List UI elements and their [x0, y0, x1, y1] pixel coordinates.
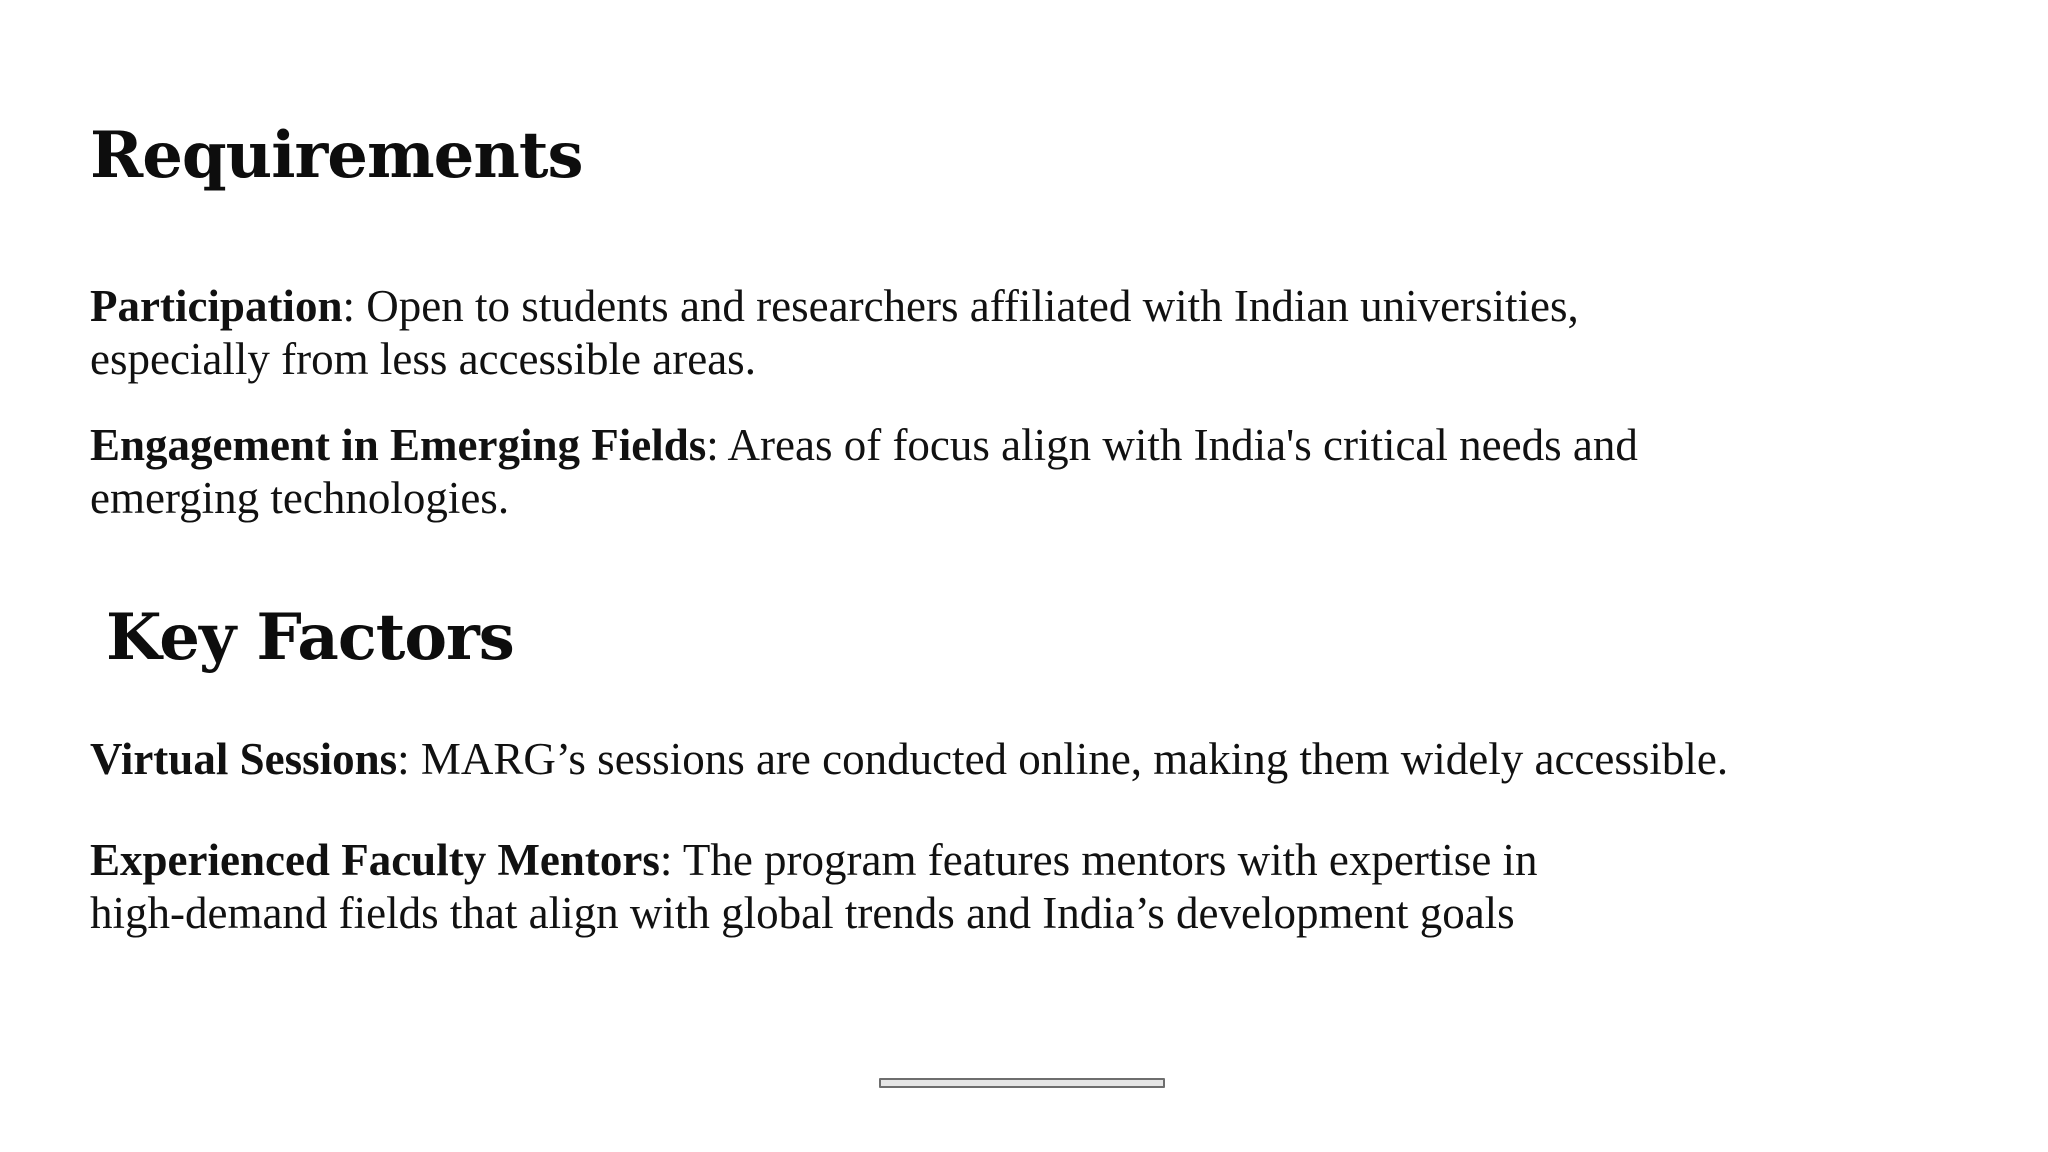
factor-virtual-sessions	[90, 733, 1990, 786]
requirements-heading: Requirements	[90, 118, 583, 193]
description-text: especially from less accessible areas.	[90, 334, 756, 384]
paragraph-line	[90, 280, 1950, 333]
description-text: : The program features mentors with expertise in	[659, 835, 1538, 885]
description-text: : MARG’s sessions are conducted online, making them widely accessible.	[397, 734, 1729, 784]
key-factors-heading: Key Factors	[106, 600, 514, 675]
term-label: Participation	[90, 281, 343, 331]
horizontal-scrollbar[interactable]	[879, 1078, 1165, 1088]
description-text: high-demand fields that align with global trends and India’s development goals	[90, 888, 1515, 938]
requirement-emerging-fields	[90, 419, 1950, 525]
term-label: Virtual Sessions	[90, 734, 398, 784]
paragraph-line	[90, 834, 1890, 887]
paragraph-line	[90, 419, 1950, 472]
requirement-participation	[90, 280, 1950, 386]
factor-faculty-mentors	[90, 834, 1890, 940]
term-label: Engagement in Emerging Fields	[90, 420, 707, 470]
paragraph-line	[90, 733, 1990, 786]
description-text: : Open to students and researchers affiliated with Indian universities,	[342, 281, 1579, 331]
description-text: : Areas of focus align with India's critical needs and	[706, 420, 1638, 470]
description-text: emerging technologies.	[90, 473, 510, 523]
term-label: Experienced Faculty Mentors	[90, 835, 660, 885]
